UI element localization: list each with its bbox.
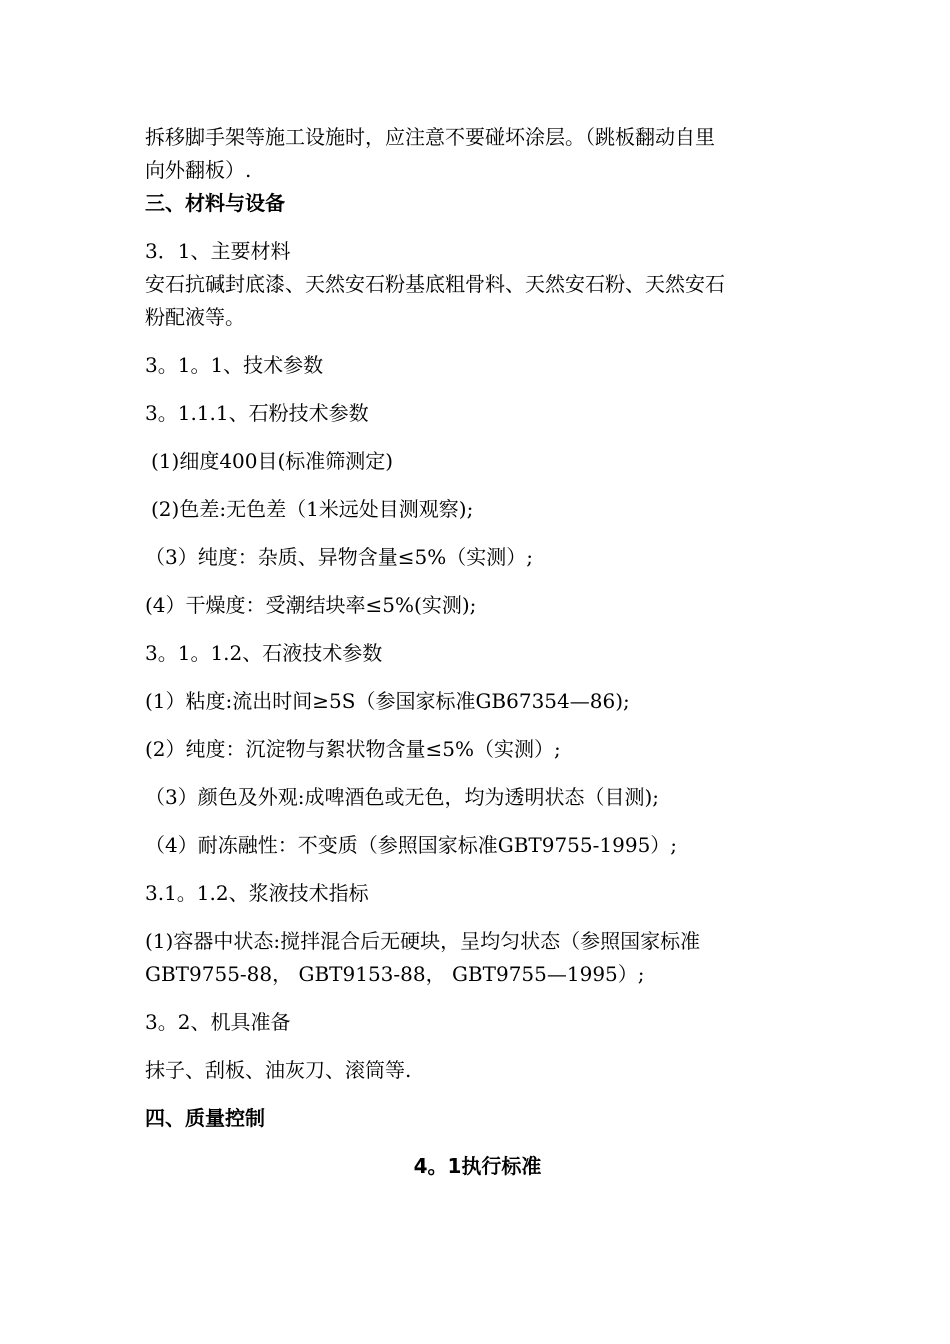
list-item: (1）粘度:流出时间≥5S（参国家标准GB67354—86); (145, 689, 630, 713)
section-heading: 四、质量控制 (145, 1106, 265, 1130)
list-item: （4）耐冻融性：不变质（参照国家标准GBT9755-1995）; (145, 833, 678, 857)
subsection-heading: 3.1。1.2、浆液技术指标 (145, 881, 369, 905)
subsection-heading: 3。1。1.2、石液技术参数 (145, 641, 383, 665)
subsection-heading: 3。1。1、技术参数 (145, 353, 324, 377)
list-item-continuation: GBT9755-88， GBT9153-88， GBT9755—1995）; (145, 962, 645, 986)
list-item: (4）干燥度：受潮结块率≤5%(实测); (145, 593, 477, 617)
list-item: （3）纯度：杂质、异物含量≤5%（实测）; (145, 545, 533, 569)
section-heading: 三、材料与设备 (145, 191, 285, 215)
paragraph-line: 抹子、刮板、油灰刀、滚筒等. (145, 1058, 412, 1082)
list-item: (1)容器中状态:搅拌混合后无硬块，呈均匀状态（参照国家标准 (145, 929, 701, 953)
subsection-heading: 3。1.1.1、石粉技术参数 (145, 401, 369, 425)
paragraph-line: 拆移脚手架等施工设施时，应注意不要碰坏涂层。（跳板翻动自里 (145, 125, 715, 149)
list-item: (2）纯度：沉淀物与絮状物含量≤5%（实测）; (145, 737, 561, 761)
list-item: (1)细度400目(标准筛测定) (151, 449, 394, 473)
centered-heading: 4。1执行标准 (413, 1154, 542, 1178)
paragraph-line: 安石抗碱封底漆、天然安石粉基底粗骨料、天然安石粉、天然安石 (145, 272, 725, 296)
paragraph-line: 粉配液等。 (145, 305, 245, 329)
paragraph-line: 向外翻板）. (145, 158, 252, 182)
subsection-heading: 3．1、主要材料 (145, 239, 291, 263)
document-body (145, 121, 810, 1183)
list-item: (2)色差:无色差（1米远处目测观察); (151, 497, 474, 521)
subsection-heading: 3。2、机具准备 (145, 1010, 291, 1034)
list-item: （3）颜色及外观:成啤酒色或无色，均为透明状态（目测); (145, 785, 660, 809)
